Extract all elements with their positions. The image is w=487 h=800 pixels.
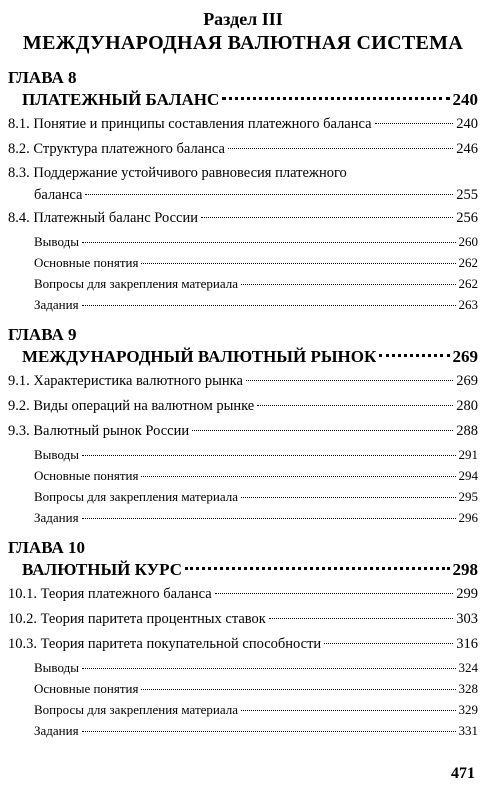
toc-entry[interactable] — [8, 582, 478, 607]
toc-entry[interactable] — [8, 607, 478, 632]
toc-entry[interactable] — [8, 394, 478, 419]
page-number: 298 — [452, 560, 478, 579]
chapter-heading: ГЛАВА 9 — [8, 325, 77, 344]
page-number: 328 — [458, 681, 478, 696]
dot-leader — [215, 593, 454, 594]
dot-leader — [185, 567, 450, 570]
subentry-label: Вопросы для закрепления материала — [34, 702, 239, 717]
page-number: 303 — [456, 611, 478, 627]
page-number: 299 — [456, 586, 478, 602]
page-number: 260 — [458, 234, 478, 249]
toc-subentry[interactable] — [8, 444, 478, 465]
toc-entry[interactable] — [8, 206, 478, 231]
dot-leader — [375, 123, 454, 124]
entry-label: 9.3. Валютный рынок России — [8, 423, 190, 439]
toc-entry[interactable] — [8, 369, 478, 394]
chapter-title: ВАЛЮТНЫЙ КУРС — [22, 560, 182, 579]
toc-entry-chapter-title[interactable] — [8, 558, 478, 582]
dot-leader — [241, 497, 455, 498]
dot-leader — [82, 455, 456, 456]
page-number: 316 — [456, 636, 478, 652]
page-number: 240 — [456, 116, 478, 132]
subentry-label: Выводы — [34, 660, 79, 675]
toc-entry[interactable] — [8, 137, 478, 162]
subentry-label: Вопросы для закрепления материала — [34, 489, 239, 504]
page-number: 296 — [458, 510, 478, 525]
page-folio-number: 471 — [451, 765, 475, 782]
subentry-label: Основные понятия — [34, 255, 139, 270]
page-number: 256 — [456, 210, 478, 226]
toc-subentry[interactable] — [8, 273, 478, 294]
page-number: 291 — [458, 447, 478, 462]
dot-leader — [85, 194, 453, 195]
entry-label: 9.1. Характеристика валютного рынка — [8, 373, 243, 389]
dot-leader — [82, 731, 456, 732]
entry-label-line1: 8.3. Поддержание устойчивого равновесия платежного — [8, 165, 347, 181]
dot-leader — [82, 518, 456, 519]
page-number: 269 — [456, 373, 478, 389]
entry-label: 8.2. Структура платежного баланса — [8, 141, 225, 157]
page-number: 288 — [456, 423, 478, 439]
page-number: 295 — [458, 489, 478, 504]
subentry-label: Задания — [34, 723, 79, 738]
page-number: 329 — [458, 702, 478, 717]
dot-leader — [82, 305, 456, 306]
page-number: 255 — [456, 187, 478, 203]
dot-leader — [141, 689, 455, 690]
chapter-10 — [8, 538, 478, 741]
dot-leader — [82, 242, 456, 243]
toc-entry-chapter-title[interactable] — [8, 345, 478, 369]
toc-subentry[interactable] — [8, 465, 478, 486]
page-number: 294 — [458, 468, 478, 483]
toc-subentry[interactable] — [8, 657, 478, 678]
subentry-label: Выводы — [34, 447, 79, 462]
chapter-title: ПЛАТЕЖНЫЙ БАЛАНС — [22, 90, 220, 109]
chapter-heading: ГЛАВА 8 — [8, 68, 77, 87]
subentry-label: Выводы — [34, 234, 79, 249]
toc-subentry[interactable] — [8, 231, 478, 252]
entry-label: 8.4. Платежный баланс России — [8, 210, 198, 226]
dot-leader — [228, 148, 453, 149]
subentry-label: Задания — [34, 510, 79, 525]
page-number: 331 — [458, 723, 478, 738]
section-title: МЕЖДУНАРОДНАЯ ВАЛЮТНАЯ СИСТЕМА — [22, 32, 464, 54]
dot-leader — [379, 354, 449, 357]
entry-label: 8.1. Понятие и принципы составления платежного баланса — [8, 116, 372, 132]
dot-leader — [257, 405, 453, 406]
entry-label-line2: баланса — [34, 187, 83, 203]
toc-subentry[interactable] — [8, 486, 478, 507]
dot-leader — [141, 476, 455, 477]
page-number: 246 — [456, 141, 478, 157]
toc-subentry[interactable] — [8, 678, 478, 699]
dot-leader — [82, 668, 456, 669]
subentry-label: Основные понятия — [34, 468, 139, 483]
toc-entry[interactable] — [8, 632, 478, 657]
toc-entry[interactable] — [8, 419, 478, 444]
section-label: Раздел III — [203, 9, 283, 29]
toc-entry-multiline[interactable] — [8, 162, 478, 206]
toc-page — [8, 8, 478, 751]
entry-label: 10.1. Теория платежного баланса — [8, 586, 212, 602]
page-number: 269 — [452, 347, 478, 366]
page-number: 263 — [458, 297, 478, 312]
dot-leader — [241, 284, 455, 285]
dot-leader — [192, 430, 453, 431]
page-number: 262 — [458, 276, 478, 291]
dot-leader — [324, 643, 453, 644]
chapter-9 — [8, 325, 478, 528]
entry-label: 9.2. Виды операций на валютном рынке — [8, 398, 255, 414]
toc-subentry[interactable] — [8, 252, 478, 273]
dot-leader — [201, 217, 453, 218]
toc-entry-chapter-title[interactable] — [8, 88, 478, 112]
toc-subentry[interactable] — [8, 507, 478, 528]
page-number: 262 — [458, 255, 478, 270]
chapter-8 — [8, 68, 478, 315]
entry-label: 10.3. Теория паритета покупательной способности — [8, 636, 322, 652]
subentry-label: Вопросы для закрепления материала — [34, 276, 239, 291]
dot-leader — [241, 710, 455, 711]
toc-subentry[interactable] — [8, 720, 478, 741]
chapter-title: МЕЖДУНАРОДНЫЙ ВАЛЮТНЫЙ РЫНОК — [22, 347, 377, 366]
dot-leader — [141, 263, 455, 264]
page-number: 240 — [452, 90, 478, 109]
subentry-label: Задания — [34, 297, 79, 312]
toc-subentry[interactable] — [8, 699, 478, 720]
page-number: 324 — [458, 660, 478, 675]
dot-leader — [269, 618, 453, 619]
dot-leader — [222, 97, 449, 100]
subentry-label: Основные понятия — [34, 681, 139, 696]
chapter-heading: ГЛАВА 10 — [8, 538, 85, 557]
toc-subentry[interactable] — [8, 294, 478, 315]
dot-leader — [246, 380, 453, 381]
entry-label: 10.2. Теория паритета процентных ставок — [8, 611, 266, 627]
toc-entry[interactable] — [8, 112, 478, 137]
page-number: 280 — [456, 398, 478, 414]
